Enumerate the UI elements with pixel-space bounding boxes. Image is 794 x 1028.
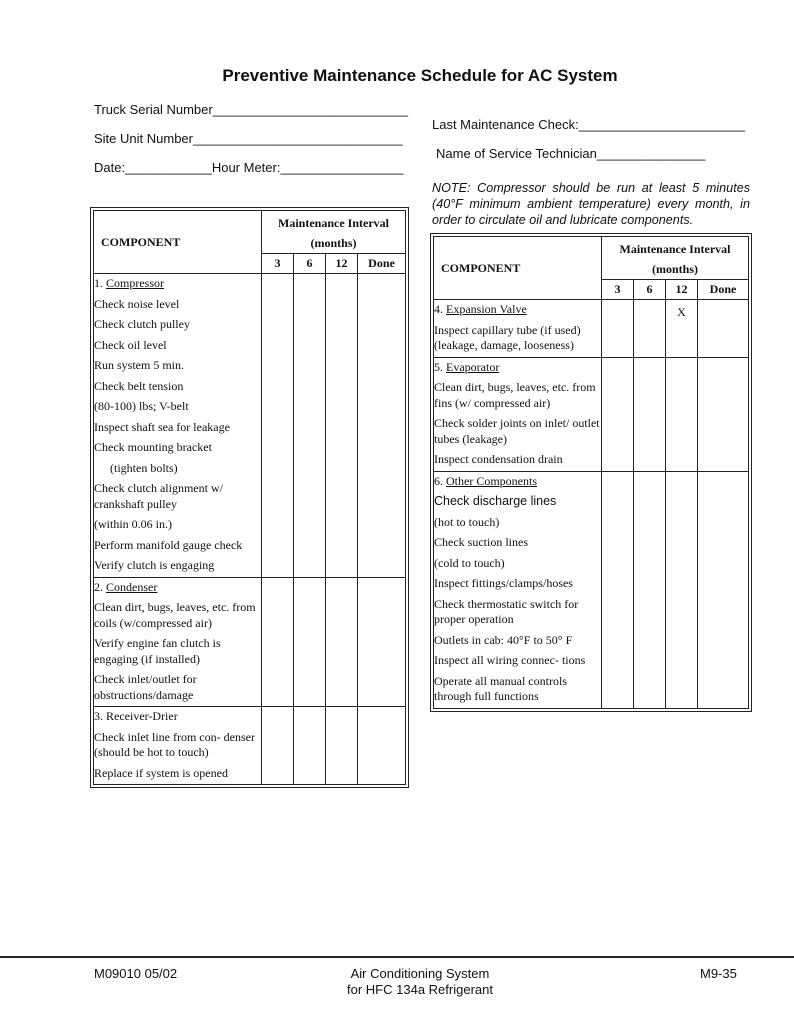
task-item: (within 0.06 in.) (94, 517, 172, 531)
task-item: Clean dirt, bugs, leaves, etc. from coils (w/compressed air) (94, 600, 256, 630)
component-section-row (94, 274, 406, 578)
footer-divider (0, 956, 794, 958)
truck-serial-field: Truck Serial Number___________________________ (94, 102, 408, 117)
interval-3-cell (602, 357, 634, 471)
interval-6-cell (634, 300, 666, 358)
task-item: Inspect shaft sea for leakage (94, 419, 230, 434)
task-item: Check belt tension (94, 378, 184, 393)
section-number: 1. (94, 276, 106, 290)
task-item: Clean dirt, bugs, leaves, etc. from fins (w/ compressed air) (434, 380, 596, 410)
component-section-row (434, 471, 749, 708)
section-heading (94, 707, 261, 728)
task-item: Check inlet line from con- denser (should be hot to touch) (94, 729, 255, 759)
interval-3-cell (602, 471, 634, 708)
section-number: 4. (434, 302, 446, 316)
component-cell (434, 300, 602, 358)
footer-title-line2: for HFC 134a Refrigerant (347, 982, 493, 997)
col-12: 12 (666, 280, 698, 300)
date-hour-meter-field: Date:____________Hour Meter:_________________ (94, 160, 404, 175)
component-cell (94, 577, 262, 707)
left-maintenance-table (90, 207, 409, 788)
interval-mark: X (677, 305, 686, 319)
section-number: 5. (434, 359, 446, 374)
task-item: Check clutch pulley (94, 317, 190, 331)
interval-header-label: Maintenance Interval (278, 216, 389, 230)
section-number: 2. (94, 579, 106, 594)
task-item: Check suction lines (434, 535, 528, 549)
interval-6-cell (634, 357, 666, 471)
component-section-row (434, 357, 749, 471)
task-item: Verify clutch is engaging (94, 558, 215, 572)
component-section-row (94, 577, 406, 707)
interval-12-cell (666, 300, 698, 358)
section-name: Receiver-Drier (106, 709, 178, 723)
interval-3-cell (262, 707, 294, 785)
component-section-row (434, 300, 749, 358)
component-cell (434, 357, 602, 471)
task-item: Check clutch alignment w/ crankshaft pulley (94, 481, 223, 511)
col-12: 12 (326, 254, 358, 274)
task-item: (hot to touch) (434, 514, 500, 529)
component-cell (94, 707, 262, 785)
right-maintenance-table (430, 233, 752, 712)
col-6: 6 (634, 280, 666, 300)
interval-header (602, 237, 749, 280)
col-done: Done (358, 254, 406, 274)
interval-header-units: (months) (310, 236, 357, 250)
site-unit-field: Site Unit Number_____________________________ (94, 131, 403, 146)
task-item: Perform manifold gauge check (94, 537, 243, 552)
component-section-row (94, 707, 406, 785)
task-item: Replace if system is opened (94, 765, 228, 780)
task-item: Check mounting bracket (94, 440, 212, 454)
done-cell (698, 357, 749, 471)
col-3: 3 (262, 254, 294, 274)
task-item: (80-100) lbs; V-belt (94, 399, 189, 413)
interval-12-cell (666, 471, 698, 708)
interval-6-cell (634, 471, 666, 708)
section-number: 6. (434, 473, 446, 488)
component-cell (94, 274, 262, 578)
task-item: (cold to touch) (434, 555, 505, 570)
interval-3-cell (262, 274, 294, 578)
section-name: Compressor (106, 276, 164, 290)
interval-12-cell (326, 577, 358, 707)
interval-12-cell (326, 274, 358, 578)
section-heading (434, 472, 601, 493)
task-item: Check thermostatic switch for proper operation (434, 596, 579, 626)
section-heading (94, 578, 261, 599)
task-item: Check inlet/outlet for obstructions/damage (94, 672, 197, 702)
page-title: Preventive Maintenance Schedule for AC System (222, 66, 618, 85)
section-name: Other Components (446, 473, 537, 488)
task-item: Outlets in cab: 40°F to 50° F (434, 632, 573, 647)
component-header: COMPONENT (434, 237, 602, 300)
footer-title-line1: Air Conditioning System (350, 966, 490, 981)
interval-3-cell (602, 300, 634, 358)
done-cell (698, 300, 749, 358)
task-item: Operate all manual controls through full functions (434, 673, 567, 703)
interval-12-cell (326, 707, 358, 785)
done-cell (358, 274, 406, 578)
col-3: 3 (602, 280, 634, 300)
task-item: Inspect capillary tube (if used) (leakage, damage, looseness) (434, 322, 581, 352)
technician-field: Name of Service Technician_______________ (436, 146, 706, 161)
task-item: Run system 5 min. (94, 358, 185, 372)
task-item: Check discharge lines (434, 494, 557, 508)
task-item: Check solder joints on inlet/ outlet tubes (leakage) (434, 416, 600, 446)
task-item: (tighten bolts) (110, 460, 178, 475)
interval-3-cell (262, 577, 294, 707)
interval-12-cell (666, 357, 698, 471)
compressor-note: NOTE: Compressor should be run at least 5 minutes (40°F minimum ambient temperature) every month, in order to circulate oil and lubricate components. (432, 181, 750, 227)
task-item: Inspect fittings/clamps/hoses (434, 576, 573, 590)
footer-center (0, 966, 794, 998)
component-header: COMPONENT (94, 211, 262, 274)
task-item: Check oil level (94, 337, 167, 352)
interval-6-cell (294, 274, 326, 578)
interval-6-cell (294, 707, 326, 785)
section-name: Expansion Valve (446, 302, 527, 316)
last-maintenance-field: Last Maintenance Check:_______________________ (432, 117, 745, 132)
section-heading (434, 300, 601, 321)
footer-page-number: M9-35 (700, 966, 737, 981)
task-item: Inspect all wiring connec- tions (434, 653, 586, 667)
done-cell (358, 707, 406, 785)
task-item: Check noise level (94, 296, 180, 311)
done-cell (358, 577, 406, 707)
done-cell (698, 471, 749, 708)
interval-header (262, 211, 406, 254)
interval-6-cell (294, 577, 326, 707)
interval-header-units: (months) (651, 262, 698, 276)
section-heading (434, 358, 601, 379)
component-cell (434, 471, 602, 708)
section-number: 3. (94, 709, 106, 723)
col-done: Done (698, 280, 749, 300)
section-name: Evaporator (446, 359, 500, 374)
section-name: Condenser (106, 579, 158, 594)
interval-header-label: Maintenance Interval (619, 242, 731, 256)
task-item: Verify engine fan clutch is engaging (if installed) (94, 636, 221, 666)
footer-doc-id: M09010 05/02 (94, 966, 178, 981)
col-6: 6 (294, 254, 326, 274)
section-heading (94, 274, 261, 295)
task-item: Inspect condensation drain (434, 452, 563, 466)
